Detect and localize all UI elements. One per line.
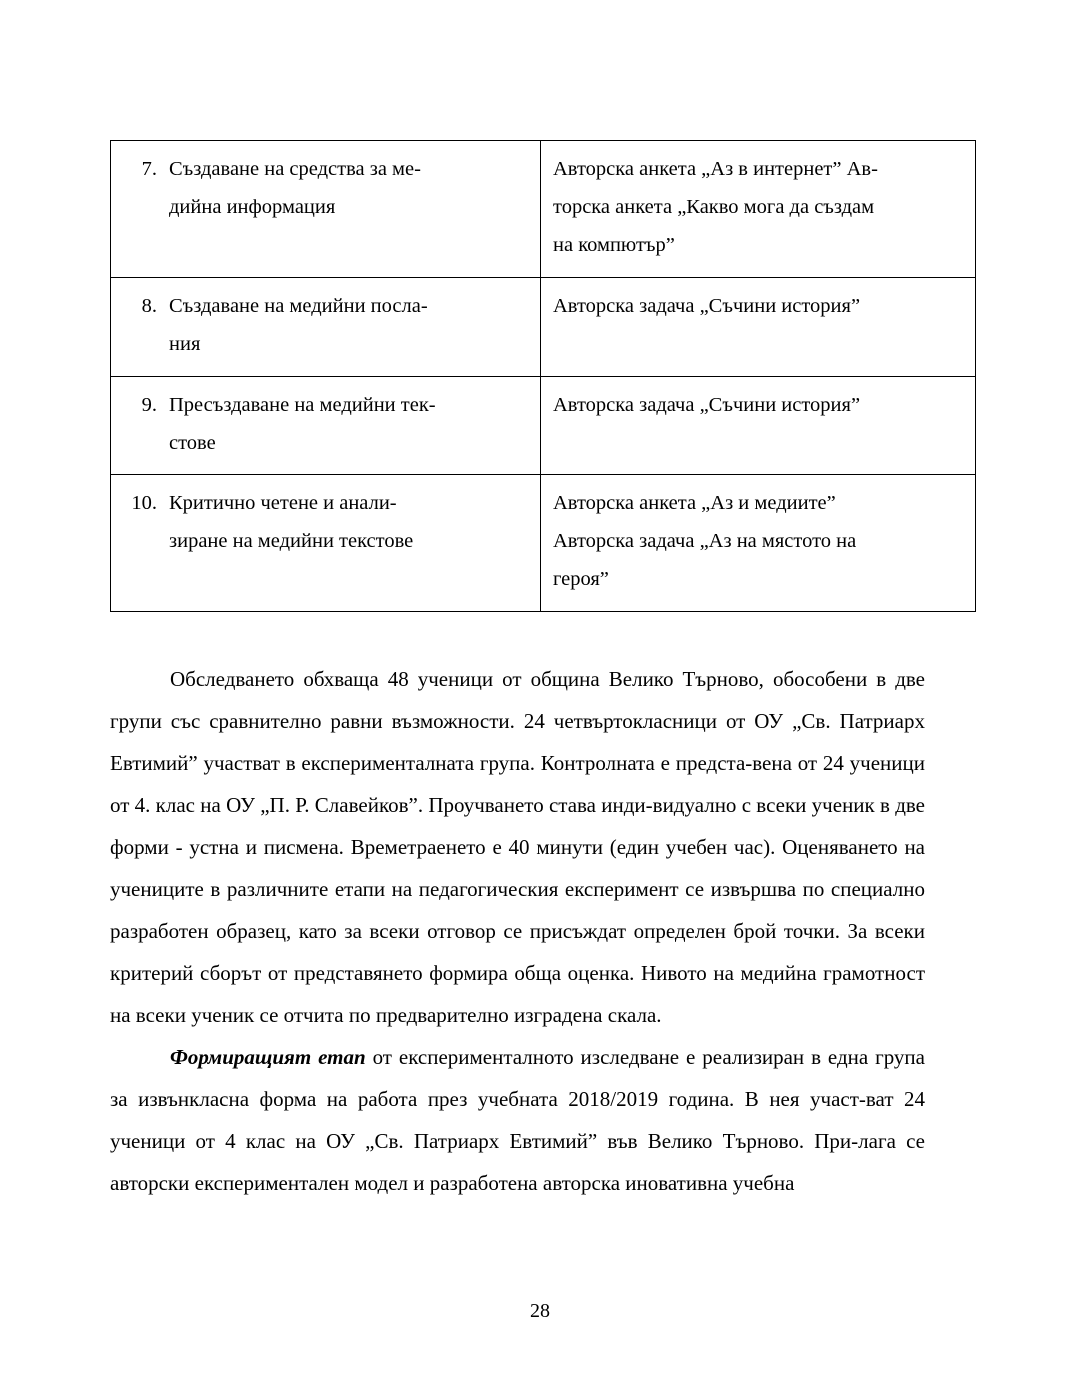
instrument-line: Авторска анкета „Аз и медиите” [553, 492, 836, 515]
item-line: Пресъздаване на медийни тек- [169, 393, 436, 416]
table-row [111, 475, 976, 612]
item-line: Създаване на средства за ме- [169, 158, 421, 180]
instrument-line: героя” [553, 568, 609, 591]
table-cell-criterion [111, 277, 541, 376]
instrument-line: Авторска задача „Аз на мястото на [553, 530, 857, 553]
criteria-table [110, 140, 976, 612]
item-text [169, 288, 528, 364]
item-number: 10. [131, 492, 157, 515]
item-number: 8. [141, 294, 157, 317]
table-cell-criterion [111, 475, 541, 612]
instrument-line: на компютър” [553, 233, 675, 256]
table-cell-instrument [541, 277, 976, 376]
item-line: Създаване на медийни посла- [169, 294, 428, 317]
item-number: 7. [141, 158, 157, 180]
table-cell-instrument [541, 376, 976, 475]
item-text [169, 151, 528, 227]
table-row [111, 141, 976, 278]
item-line: ния [169, 332, 201, 355]
item-line: стове [169, 431, 216, 454]
item-line: дийна информация [169, 195, 336, 218]
table-row [111, 376, 976, 475]
instrument-line: торска анкета „Какво мога да създам [553, 195, 875, 218]
instrument-line: Авторска задача „Съчини история” [553, 294, 861, 317]
item-line: Критично четене и анали- [169, 492, 397, 515]
paragraph-formative-stage [110, 1036, 925, 1204]
paragraph-body: от експерименталното изследване е реализиран в една група за извънкласна форма на работа през учебната 2018/2019 година. В нея участ-ват 24 ученици от 4 клас на ОУ „Св. Патриарх Евтимий” във Велико Търново. При-лага се авторски експериментален модел и разработена авторска иновативна учебна [110, 1045, 925, 1196]
item-number: 9. [141, 393, 157, 416]
paragraph-survey-description: Обследването обхваща 48 ученици от община Велико Търново, обособени в две групи със сравнително равни възможности. 24 четвъртокласници от ОУ „Св. Патриарх Евтимий” участват в експерименталната група. Контролната е предста-вена от 24 ученици от 4. клас на ОУ „П. Р. Славейков”. Проучването става инди-видуално с всеки ученик в две форми - устна и писмена. Времетраенето е 40 минути (един учебен час). Оценяването на учениците в различните етапи на педагогическия експеримент се извършва по специално разработен образец, като за всеки отговор се присъждат определен брой точки. За всеки критерий сборът от представянето формира обща оценка. Нивото на медийна грамотност на всеки ученик се отчита по предварително изградена скала. [110, 667, 925, 1028]
table-row [111, 277, 976, 376]
instrument-line: Авторска задача „Съчини история” [553, 393, 861, 416]
item-text [169, 387, 528, 463]
table-cell-criterion [111, 141, 541, 278]
table-cell-instrument [541, 475, 976, 612]
paragraph-lead-term: Формиращият етап [170, 1045, 366, 1070]
instrument-line: Авторска анкета „Аз в интернет” Ав- [553, 158, 878, 180]
item-text [169, 485, 528, 561]
page-number: 28 [530, 1300, 550, 1322]
table-cell-instrument [541, 141, 976, 278]
table-cell-criterion [111, 376, 541, 475]
page-content [110, 140, 925, 1204]
item-line: зиране на медийни текстове [169, 530, 414, 553]
